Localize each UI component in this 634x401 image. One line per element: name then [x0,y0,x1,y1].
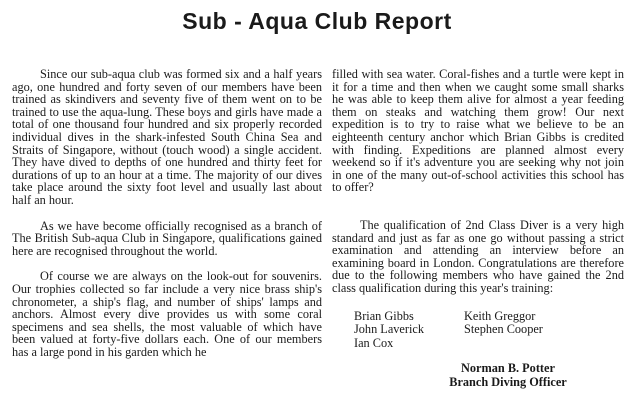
paragraph-club-history: Since our sub-aqua club was formed six and a half years ago, one hundred and forty seven of our members have been trained as skindivers and seventy five of them went on to be trained to use the aqua-lung. These boys and girls have made a total of one thousand four hundred and six properly recorded individual dives in the shark-infested South China Sea and Straits of Singapore, without (touch wood) a single accident. They have dived to depths of one hundred and thirty feet for durations of up to an hour at a time. The majority of our dives take place around the sixty foot level and usually last about half an hour. [12,67,322,207]
paragraph-qualification: The qualification of 2nd Class Diver is a very high standard and just as far as one go without passing a strict examination and attending an interview before an examining board in London. Congratulations are therefore due to the following members who have gained the 2nd class qualification during this year's training: [332,217,624,295]
member-name: Ian Cox [354,335,394,350]
paragraph-recognition: As we have become officially recognised as a branch of The British Sub-aqua Club in Singapore, qualifications gained here are recognised throughout the world. [12,218,322,258]
member-name: Brian Gibbs [354,308,414,323]
report-title: Sub - Aqua Club Report [182,8,452,34]
member-name: Stephen Cooper [464,322,543,337]
member-name: John Laverick [354,322,424,337]
paragraph-souvenirs: Of course we are always on the look-out for souvenirs. Our trophies collected so far include a very nice brass ship's chronometer, a ship's flag, and number of ships' lamps and anchors. Almost every dive provides us with some coral specimens and sea shells, the most valuable of which have been valued at forty-five dollars each. One of our members has a large pond in his garden which he [12,269,322,359]
left-column [12,68,322,358]
paragraph-expeditions: filled with sea water. Coral-fishes and a turtle were kept in it for a time and then when we caught some small sharks he was able to keep them alive for almost a year feeding them on steaks and watching them grow! Our next expedition is to try to raise what we believe to be an eighteenth century anchor which Brian Gibbs is credited with finding. Expeditions are planned almost every weekend so if it's adventure you are seeking why not join in one of the many out-of-school activities this school has to offer? [332,67,624,195]
signature-title: Branch Diving Officer [449,375,567,390]
right-column [332,68,624,389]
signature-name: Norman B. Potter [461,361,555,376]
qualified-members-list [354,310,624,350]
signature-block [332,361,624,389]
member-name: Keith Greggor [464,308,536,323]
